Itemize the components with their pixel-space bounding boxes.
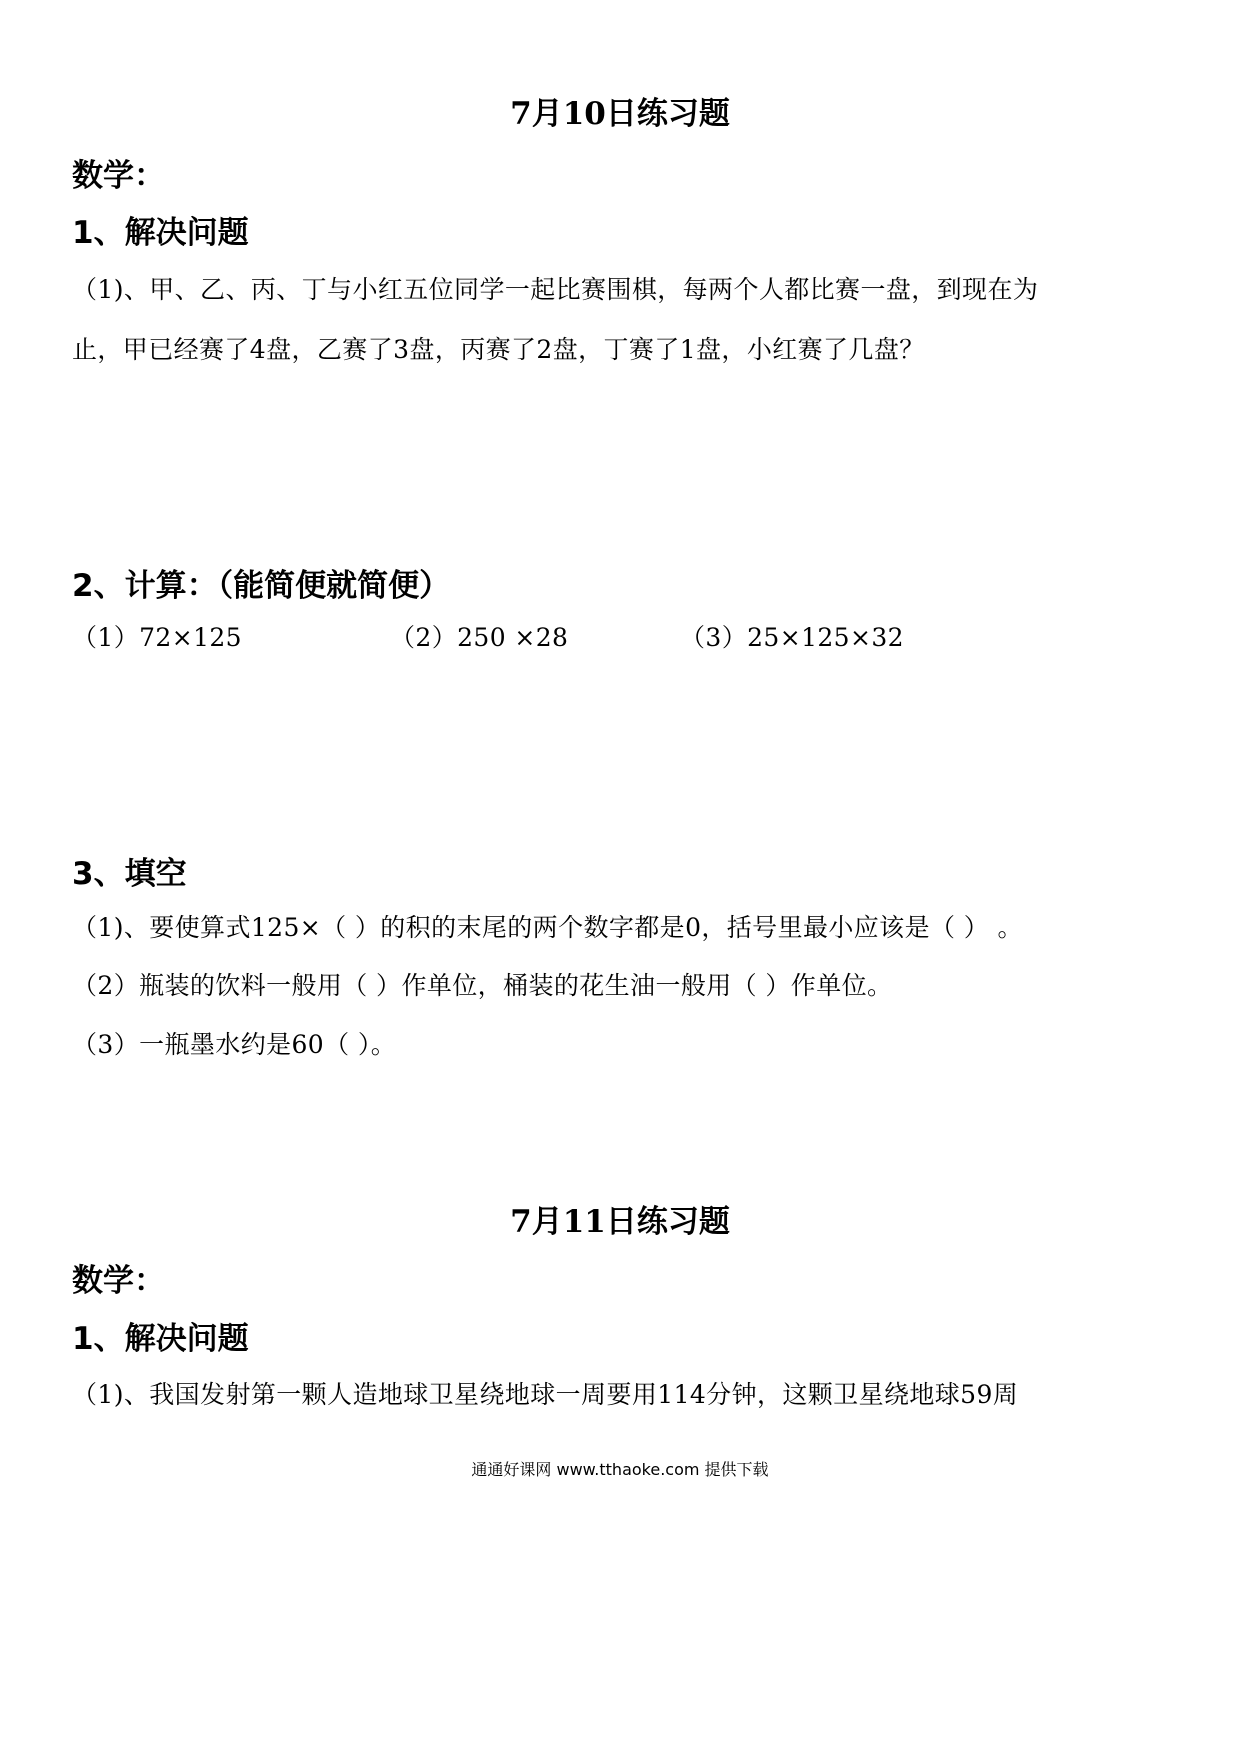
subject-label: 数学： [72,158,165,194]
problem-text-line: （1)、我国发射第一颗人造地球卫星绕地球一周要用114分钟，这颗卫星绕地球59周 [72,1380,1019,1409]
fill-blank-item: （2）瓶装的饮料一般用（ ）作单位，桶装的花生油一般用（ ）作单位。 [72,971,893,1000]
page-title: 7月11日练习题 [510,1204,730,1240]
subject-label: 数学： [72,1263,165,1299]
problem-text-line: 止，甲已经赛了4盘，乙赛了3盘，丙赛了2盘，丁赛了1盘，小红赛了几盘？ [72,335,925,364]
question-heading: 1、解决问题 [72,215,249,251]
page-title: 7月10日练习题 [510,96,730,132]
question-heading: 3、填空 [72,856,187,892]
fill-blank-item: （1)、要使算式125×（ ）的积的末尾的两个数字都是0，括号里最小应该是（ ） 。 [72,913,1023,942]
page-footer: 通通好课网 www.tthaoke.com 提供下载 [471,1460,769,1479]
calculation-item: （2）250 ×28 [390,623,569,652]
fill-blank-item: （3）一瓶墨水约是60（ ）。 [72,1030,397,1059]
problem-text-line: （1)、甲、乙、丙、丁与小红五位同学一起比赛围棋，每两个人都比赛一盘，到现在为 [72,275,1039,304]
calculation-item: （3）25×125×32 [680,623,904,652]
calculation-item: （1）72×125 [72,623,242,652]
question-heading: 1、解决问题 [72,1321,249,1357]
question-heading: 2、计算：（能简便就简便） [72,568,451,604]
